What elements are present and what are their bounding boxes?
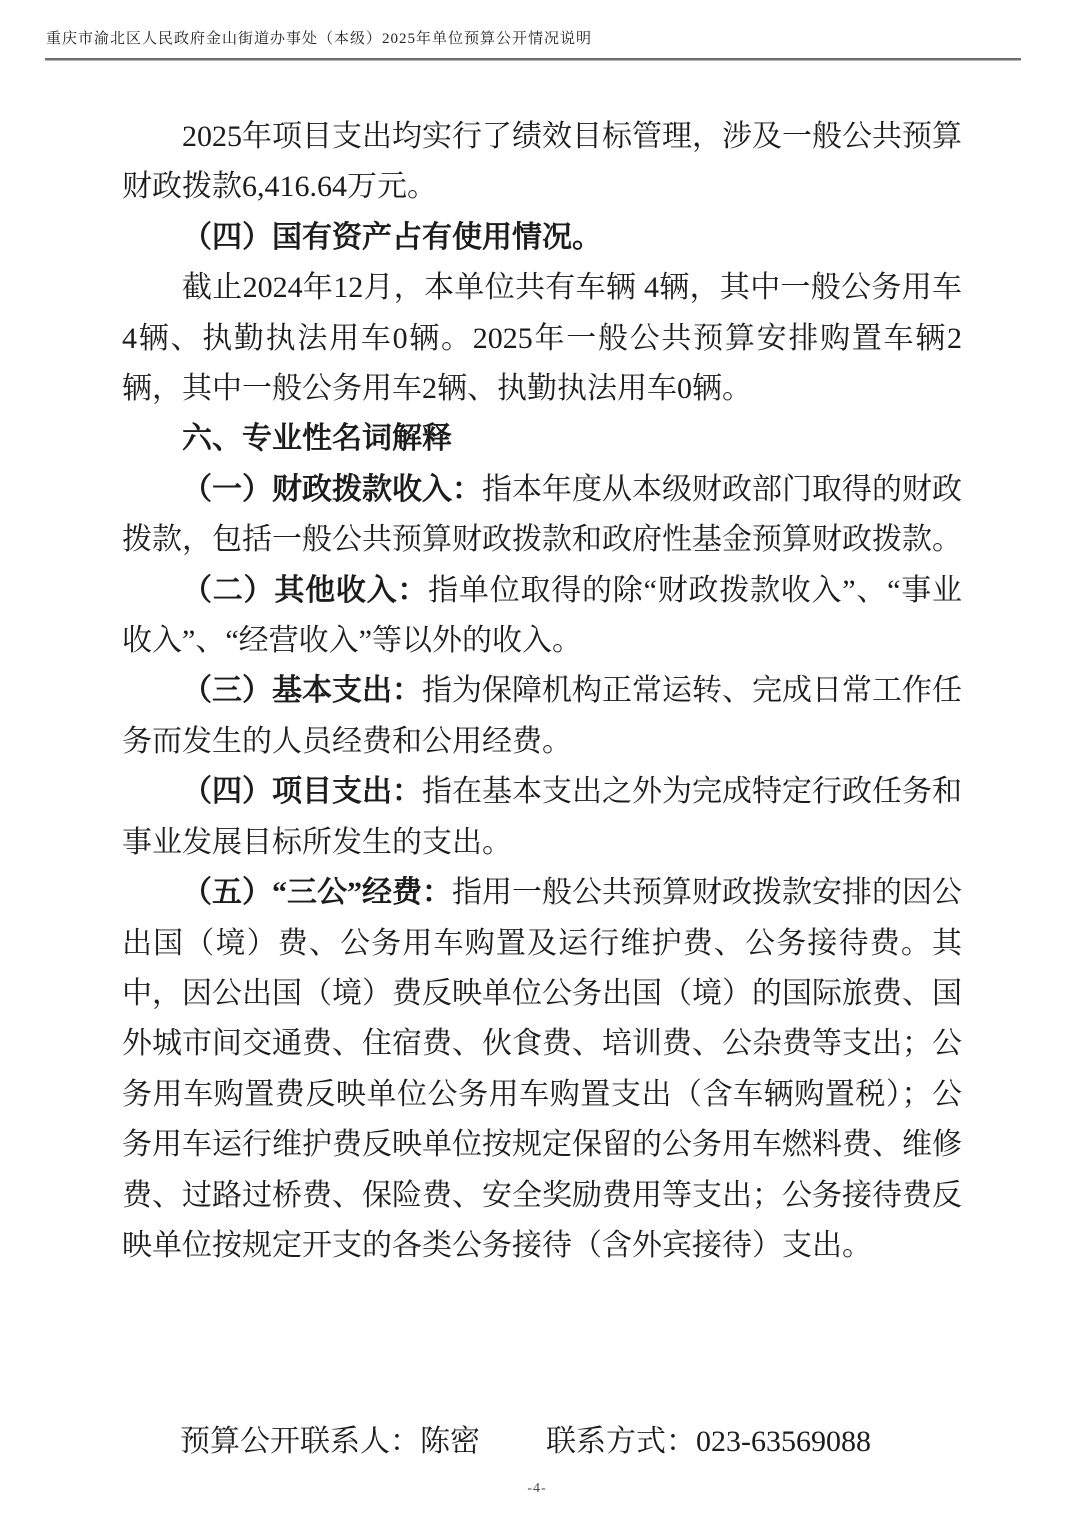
term-three-public-funds-lead: （五）“三公”经费： — [182, 876, 452, 910]
header-title: 重庆市渝北区人民政府金山街道办事处（本级）2025年单位预算公开情况说明 — [46, 31, 593, 47]
page-number: -4- — [527, 1481, 547, 1496]
contact-line — [122, 1416, 1020, 1460]
document-header — [46, 27, 1022, 48]
term-project-expenditure-lead: （四）项目支出： — [182, 775, 422, 809]
term-project-expenditure-text: 指在基本支出之外为完成特定行政任务和事业发展目标所发生的支出。 — [122, 775, 962, 859]
term-other-income — [122, 566, 962, 667]
term-fiscal-appropriation-income-text: 指本年度从本级财政部门取得的财政拨款，包括一般公共预算财政拨款和政府性基金预算财政拨款。 — [122, 472, 962, 557]
contact-phone-number: 023-63569088 — [696, 1425, 871, 1458]
contact-phone-label: 联系方式： — [546, 1425, 696, 1458]
heading-terminology: 六、专业性名词解释 — [182, 421, 452, 457]
term-other-income-text: 指单位取得的除“财政拨款收入”、“事业收入”、“经营收入”等以外的收入。 — [122, 573, 962, 658]
contact-person-label: 预算公开联系人： — [180, 1425, 420, 1458]
term-basic-expenditure-text: 指为保障机构正常运转、完成日常工作任务而发生的人员经费和公用经费。 — [122, 674, 962, 758]
document-body — [122, 112, 962, 1271]
term-fiscal-appropriation-income — [122, 465, 962, 566]
term-basic-expenditure-lead: （三）基本支出： — [182, 674, 422, 708]
contact-person-name: 陈密 — [420, 1425, 480, 1458]
header-rule — [45, 58, 1021, 61]
term-other-income-lead: （二）其他收入： — [182, 573, 429, 607]
term-basic-expenditure — [122, 666, 962, 767]
term-project-expenditure — [122, 767, 962, 868]
paragraph-performance-management: 2025年项目支出均实行了绩效目标管理，涉及一般公共预算财政拨款6,416.64万元。 — [122, 120, 962, 204]
heading-state-assets: （四）国有资产占有使用情况。 — [182, 220, 602, 254]
term-fiscal-appropriation-income-lead: （一）财政拨款收入： — [182, 472, 482, 506]
term-three-public-funds — [122, 868, 962, 1271]
paragraph-vehicles: 截止2024年12月，本单位共有车辆 4辆，其中一般公务用车4辆、执勤执法用车0辆。2025年一般公共预算安排购置车辆2辆，其中一般公务用车2辆、执勤执法用车0辆。 — [122, 271, 962, 406]
term-three-public-funds-text: 指用一般公共预算财政拨款安排的因公出国（境）费、公务用车购置及运行维护费、公务接待费。其中，因公出国（境）费反映单位公务出国（境）的国际旅费、国外城市间交通费、住宿费、伙食费、培训费、公杂费等支出；公务用车购置费反映单位公务用车购置支出（含车辆购置税）；公务用车运行维护费反映单位按规定保留的公务用车燃料费、维修费、过路过桥费、保险费、安全奖励费用等支出；公务接待费反映单位按规定开支的各类公务接待（含外宾接待）支出。 — [122, 876, 962, 1262]
